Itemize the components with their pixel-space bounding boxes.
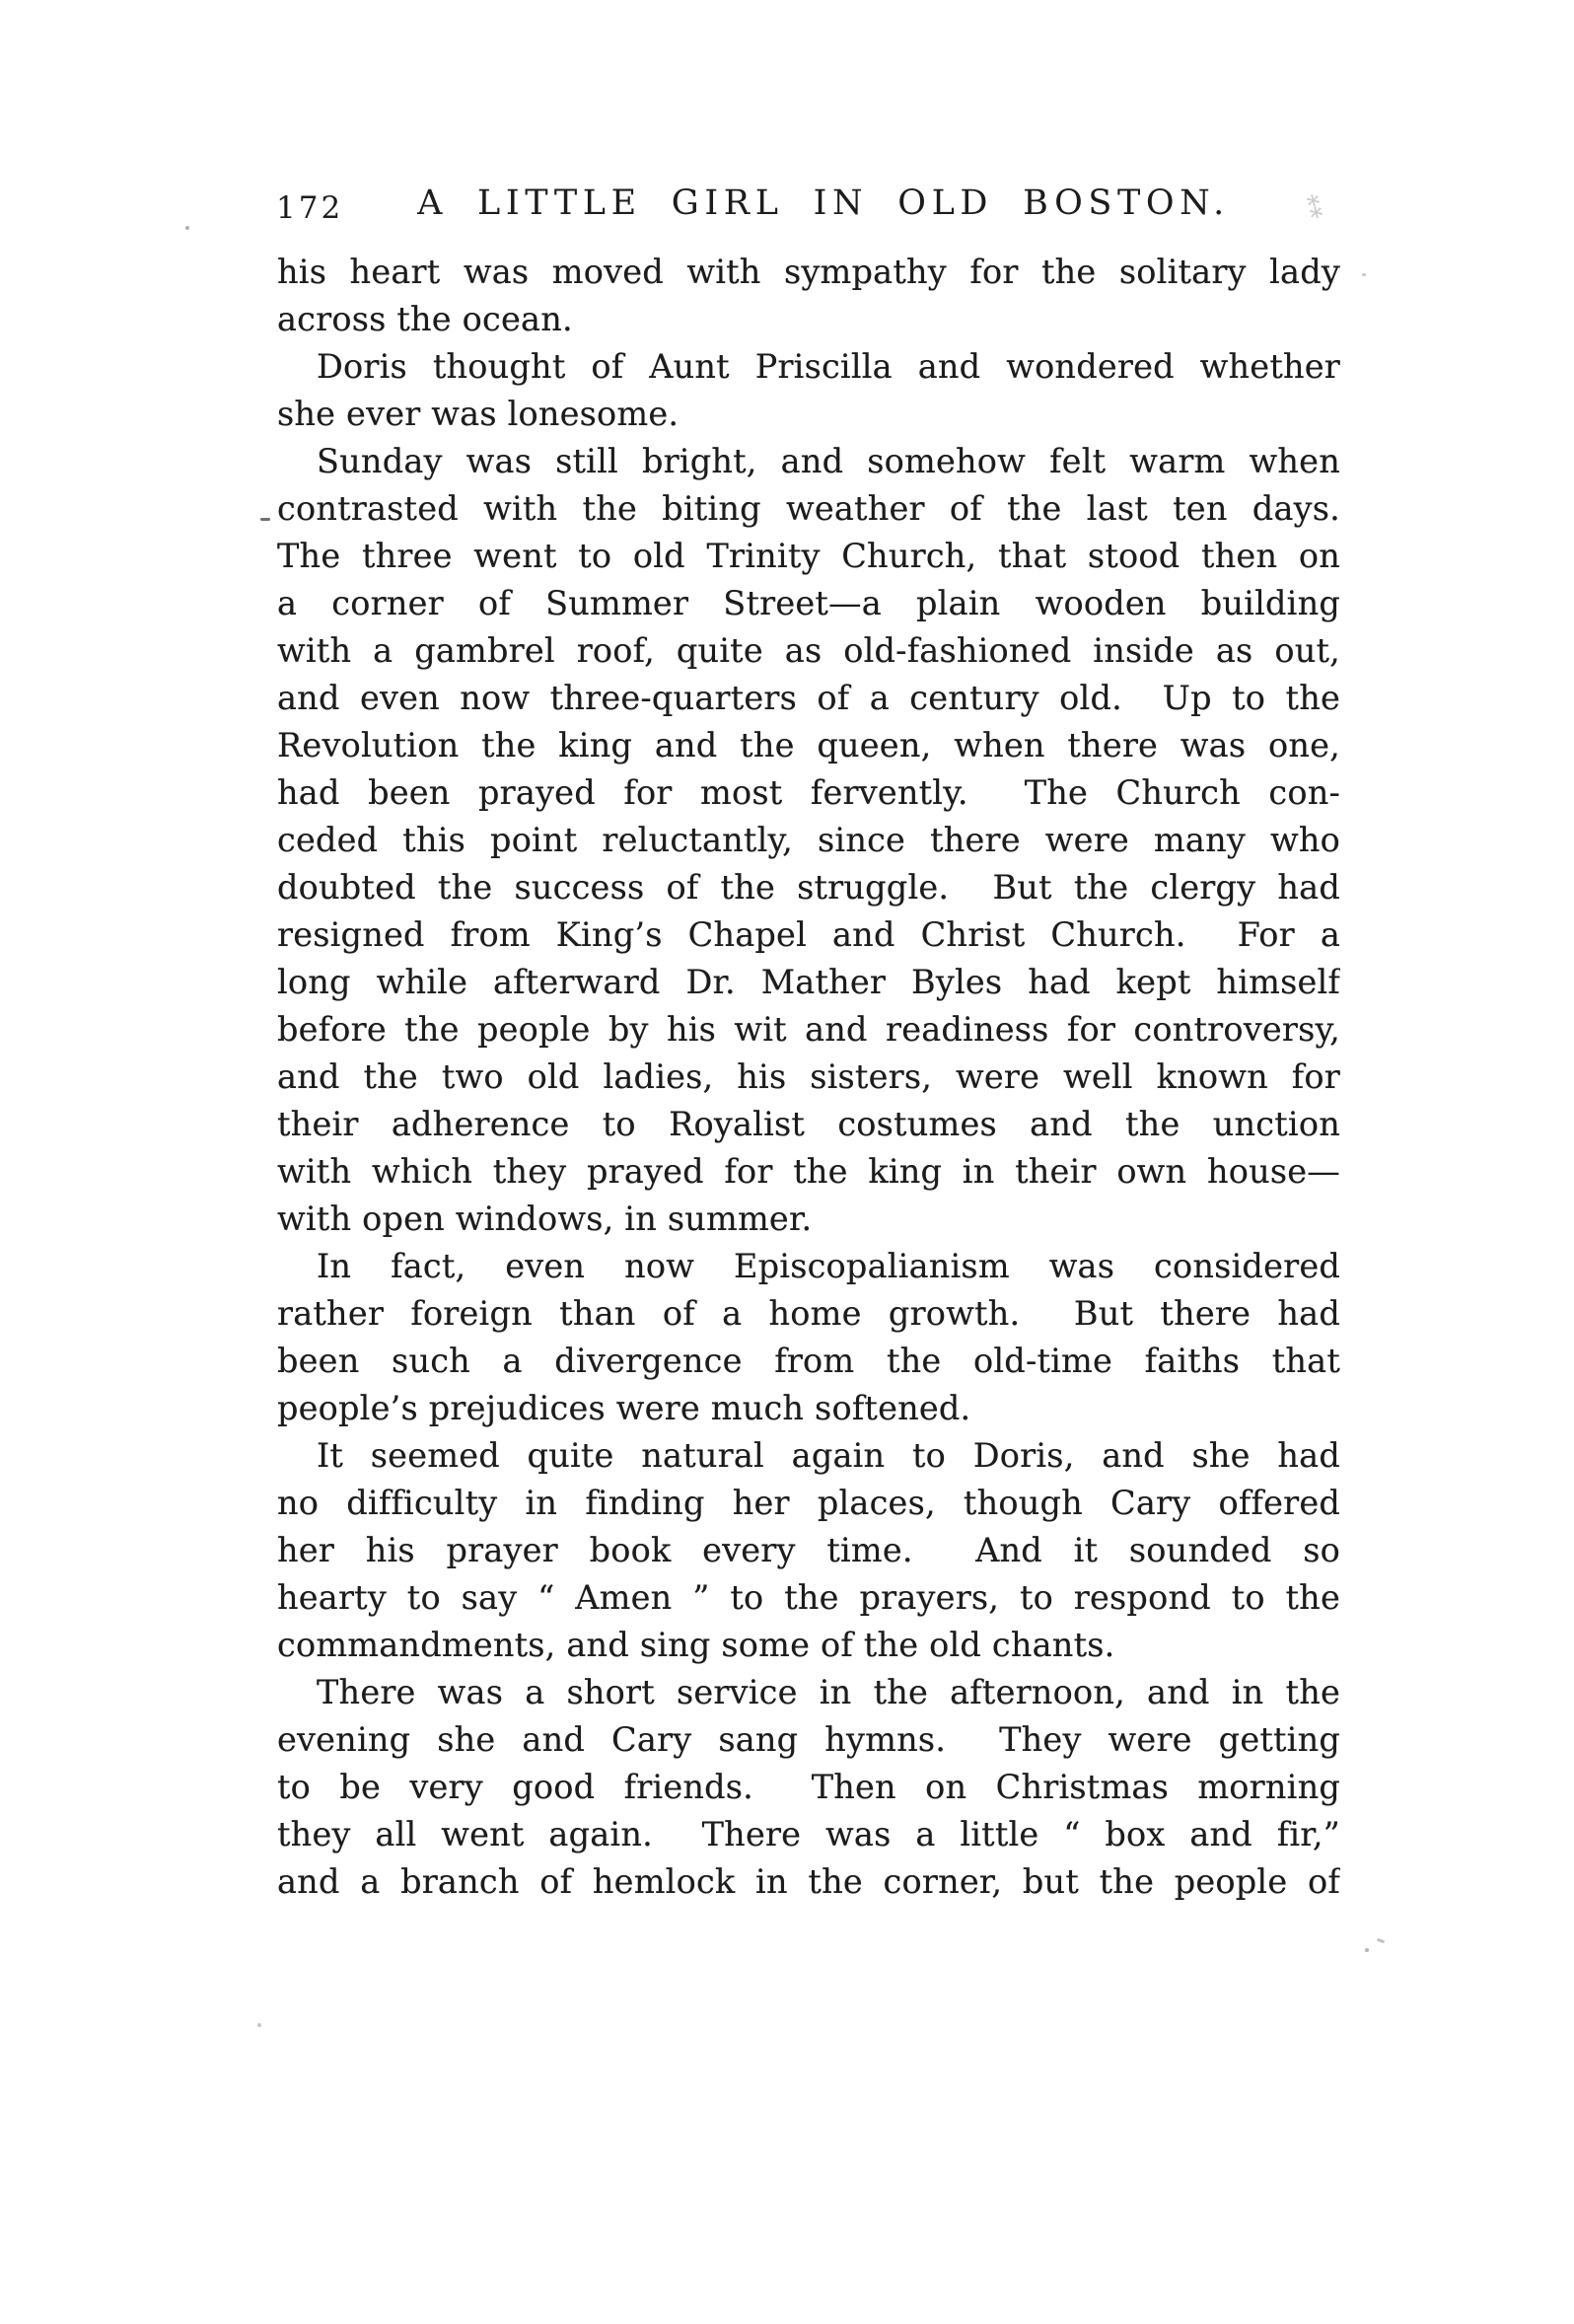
scan-speck-artifact xyxy=(1365,1948,1369,1952)
scan-smudge-artifact: ⁑ xyxy=(1306,194,1325,227)
text-line: his heart was moved with sympathy for the solitary lady xyxy=(277,253,1340,291)
text-line: In fact, even now Episcopalianism was considered xyxy=(317,1247,1340,1285)
text-line: across the ocean. xyxy=(277,300,573,338)
text-line: they all went again. There was a little “ box and fir,” xyxy=(277,1815,1340,1853)
text-line: and the two old ladies, his sisters, were well known for xyxy=(277,1057,1340,1096)
text-line: Revolution the king and the queen, when there was one, xyxy=(277,726,1340,764)
text-line: to be very good friends. Then on Christmas morning xyxy=(277,1768,1340,1806)
text-line: There was a short service in the afternoon, and in the xyxy=(317,1673,1340,1711)
text-line: no difficulty in finding her places, though Cary offered xyxy=(277,1484,1340,1522)
text-line: been such a divergence from the old-time faiths that xyxy=(277,1342,1340,1380)
text-line: contrasted with the biting weather of the last ten days. xyxy=(277,489,1340,528)
page-number: 172 xyxy=(276,190,344,226)
running-title: A LITTLE GIRL IN OLD BOSTON. xyxy=(417,183,1230,223)
text-line: Sunday was still bright, and somehow felt warm when xyxy=(317,442,1340,480)
scan-speck-artifact xyxy=(1377,1938,1386,1943)
text-line: a corner of Summer Street—a plain wooden building xyxy=(277,584,1340,622)
text-line: with open windows, in summer. xyxy=(277,1199,813,1238)
text-line: rather foreign than of a home growth. But there had xyxy=(277,1294,1340,1333)
scan-speck-artifact xyxy=(1362,273,1366,276)
scan-speck-artifact xyxy=(260,518,270,521)
text-line: and even now three-quarters of a century old. Up to the xyxy=(277,679,1340,717)
text-line: Doris thought of Aunt Priscilla and wondered whether xyxy=(317,347,1340,386)
page-header xyxy=(276,183,1341,233)
text-line: doubted the success of the struggle. But the clergy had xyxy=(277,868,1340,907)
text-line: The three went to old Trinity Church, that stood then on xyxy=(277,537,1340,575)
text-line: evening she and Cary sang hymns. They were getting xyxy=(277,1720,1340,1759)
text-line: before the people by his wit and readiness for controversy, xyxy=(277,1010,1340,1049)
text-line: with which they prayed for the king in their own house— xyxy=(277,1152,1340,1191)
text-line: her his prayer book every time. And it sounded so xyxy=(277,1531,1340,1569)
scan-speck-artifact xyxy=(257,2023,261,2027)
text-line: she ever was lonesome. xyxy=(277,395,680,433)
text-line: It seemed quite natural again to Doris, and she had xyxy=(317,1436,1340,1475)
text-line: ceded this point reluctantly, since there were many who xyxy=(277,821,1340,859)
text-block xyxy=(277,249,1340,1906)
text-line: their adherence to Royalist costumes and the unction xyxy=(277,1105,1340,1143)
scan-speck-artifact xyxy=(185,226,189,230)
text-line: with a gambrel roof, quite as old-fashioned inside as out, xyxy=(277,631,1340,670)
text-line: hearty to say “ Amen ” to the prayers, to respond to the xyxy=(277,1578,1340,1617)
text-line: and a branch of hemlock in the corner, but the people of xyxy=(277,1862,1340,1901)
text-line: had been prayed for most fervently. The Church con- xyxy=(277,773,1340,812)
text-line: long while afterward Dr. Mather Byles had kept himself xyxy=(277,963,1340,1001)
text-line: people’s prejudices were much softened. xyxy=(277,1389,971,1427)
text-line: resigned from King’s Chapel and Christ Church. For a xyxy=(277,915,1340,954)
text-line: commandments, and sing some of the old chants. xyxy=(277,1626,1115,1664)
